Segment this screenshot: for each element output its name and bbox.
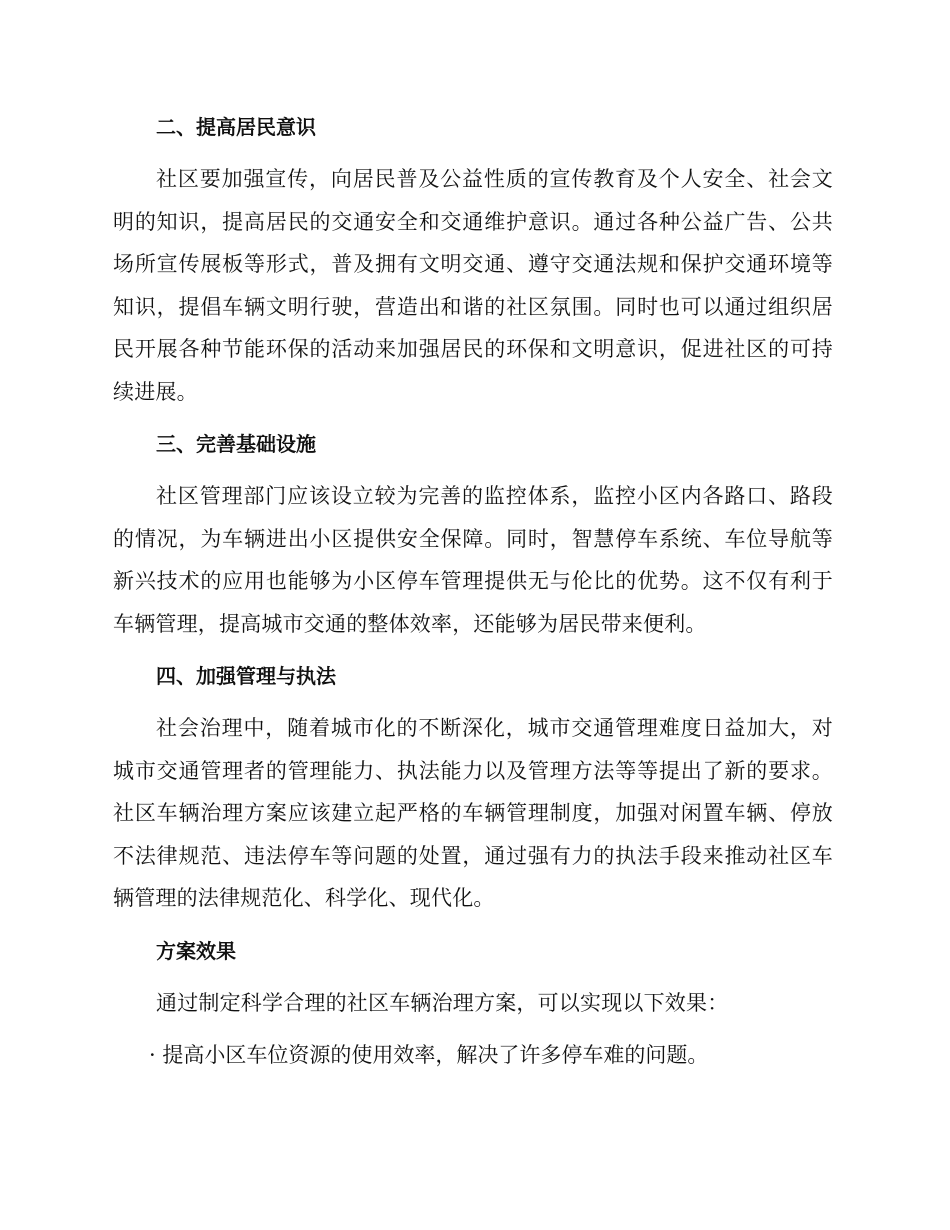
section-heading-management: 四、加强管理与执法 [156,664,336,688]
section-paragraph-infrastructure: 社区管理部门应该设立较为完善的监控体系，监控小区内各路口、路段的情况，为车辆进出小区提供安全保障。同时，智慧停车系统、车位导航等新兴技术的应用也能够为小区停车管理提供无与伦比的优势。这不仅有利于车辆管理，提高城市交通的整体效率，还能够为居民带来便利。 [113,484,833,636]
document-page [113,108,833,1089]
section-heading-raise-awareness: 二、提高居民意识 [156,115,316,139]
effects-bullet-item: · 提高小区车位资源的使用效率，解决了许多停车难的问题。 [149,1043,709,1067]
effects-intro: 通过制定科学合理的社区车辆治理方案，可以实现以下效果： [156,990,729,1015]
section-paragraph-management: 社会治理中，随着城市化的不断深化，城市交通管理难度日益加大，对城市交通管理者的管理能力、执法能力以及管理方法等等提出了新的要求。社区车辆治理方案应该建立起严格的车辆管理制度，加强对闲置车辆、停放不法律规范、违法停车等问题的处置，通过强有力的执法手段来推动社区车辆管理的法律规范化、科学化、现代化。 [113,716,833,910]
section-heading-infrastructure: 三、完善基础设施 [156,432,316,456]
effects-heading: 方案效果 [156,938,236,963]
section-paragraph-raise-awareness: 社区要加强宣传，向居民普及公益性质的宣传教育及个人安全、社会文明的知识，提高居民的交通安全和交通维护意识。通过各种公益广告、公共场所宣传展板等形式，普及拥有文明交通、遵守交通法规和保护交通环境等知识，提倡车辆文明行驶，营造出和谐的社区氛围。同时也可以通过组织居民开展各种节能环保的活动来加强居民的环保和文明意识，促进社区的可持续进展。 [113,167,833,404]
